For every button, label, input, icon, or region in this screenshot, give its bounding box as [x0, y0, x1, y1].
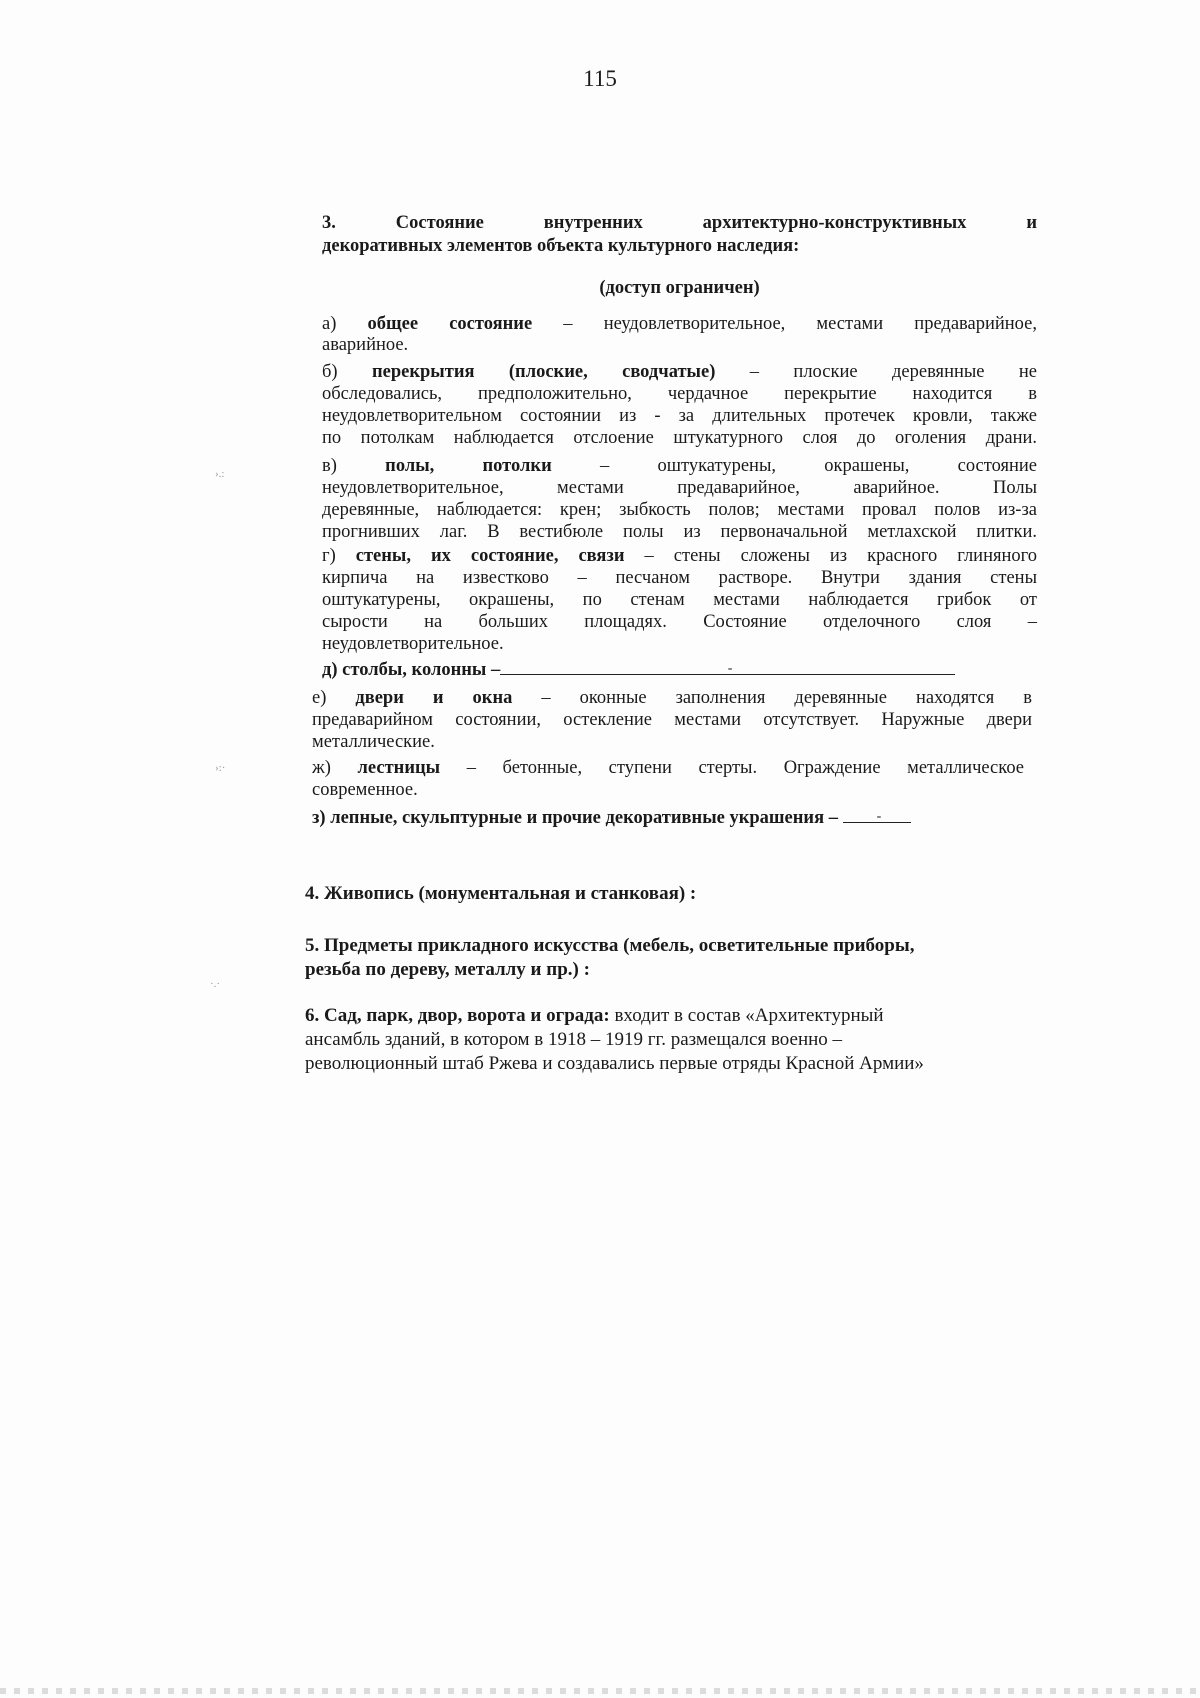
item-b-line3: неудовлетворительном состоянии из - за длительных протечек кровли, также — [322, 406, 1037, 426]
item-text: – стены сложены из красного глиняного — [644, 546, 1038, 566]
item-b-line4: по потолкам наблюдается отслоение штукатурного слоя до оголения драни. — [322, 428, 1037, 448]
item-bold: лестницы — [357, 758, 441, 778]
section3-title-line1 — [322, 213, 1037, 234]
section3-title-word: архитектурно-конструктивных — [702, 213, 967, 233]
item-g-line3: оштукатурены, окрашены, по стенам местами наблюдается грибок от — [322, 590, 1037, 610]
item-g-line5: неудовлетворительное. — [322, 634, 504, 654]
blank-dash: - — [727, 661, 733, 676]
item-e-line1 — [312, 688, 1032, 709]
item-label: в) — [322, 456, 337, 476]
item-v-line1 — [322, 456, 1037, 477]
item-bold: стены, их состояние, связи — [355, 546, 625, 566]
item-e-line3: металлические. — [312, 732, 435, 752]
scan-artifact: ·.· — [210, 978, 221, 990]
item-a-line2: аварийное. — [322, 335, 409, 355]
section5-heading-line1: 5. Предметы прикладного искусства (мебель, осветительные приборы, — [305, 935, 915, 956]
section3-title-line2: декоративных элементов объекта культурного наследия: — [322, 236, 800, 256]
item-label: б) — [322, 362, 338, 382]
item-g-line1 — [322, 546, 1037, 567]
blank-dash: - — [876, 809, 882, 824]
section3-title-word: 3. — [322, 213, 336, 233]
item-bold: перекрытия (плоские, сводчатые) — [371, 362, 716, 382]
item-label: е) — [312, 688, 327, 708]
section3-title-word: внутренних — [543, 213, 643, 233]
item-v-line3: деревянные, наблюдается: крен; зыбкость полов; местами провал полов из-за — [322, 500, 1037, 520]
item-bold: полы, потолки — [385, 456, 552, 476]
item-g-line2: кирпича на известково – песчаном растворе. Внутри здания стены — [322, 568, 1037, 588]
item-label: ж) — [312, 758, 331, 778]
section3-access-note: (доступ ограничен) — [599, 278, 760, 298]
section4-heading: 4. Живопись (монументальная и станковая) : — [305, 883, 697, 904]
item-z-line — [312, 808, 1032, 829]
section6-line1 — [305, 1004, 1025, 1027]
blank-line — [843, 808, 911, 823]
item-label: а) — [322, 314, 337, 334]
item-text: – бетонные, ступени стерты. Ограждение металлическое — [466, 758, 1025, 778]
item-e-line2: предаварийном состоянии, остекление местами отсутствует. Наружные двери — [312, 710, 1032, 730]
section6-text: входит в состав «Архитектурный — [614, 1005, 884, 1026]
section5-heading-line2: резьба по дереву, металлу и пр.) : — [305, 959, 590, 980]
section3-title-word: и — [1026, 213, 1037, 233]
item-bold: двери и окна — [355, 688, 513, 708]
item-text: – оштукатурены, окрашены, состояние — [599, 456, 1038, 476]
section6-bold: 6. Сад, парк, двор, ворота и ограда: — [305, 1005, 610, 1026]
item-a-line1 — [322, 314, 1037, 335]
item-g-line4: сырости на больших площадях. Состояние отделочного слоя – — [322, 612, 1037, 632]
item-zh-line2: современное. — [312, 780, 418, 800]
item-v-line4: прогнивших лаг. В вестибюле полы из первоначальной метлахской плитки. — [322, 522, 1037, 542]
item-b-line2: обследовались, предположительно, чердачное перекрытие находится в — [322, 384, 1037, 404]
section6-line3: революционный штаб Ржева и создавались первые отряды Красной Армии» — [305, 1053, 924, 1074]
page-number: 115 — [583, 66, 617, 91]
item-d-line — [322, 660, 1037, 681]
item-v-line2: неудовлетворительное, местами предаварийное, аварийное. Полы — [322, 478, 1037, 498]
scan-artifact: ›.: — [215, 468, 225, 480]
item-text: – плоские деревянные не — [749, 362, 1038, 382]
blank-line — [500, 660, 955, 675]
item-text: – неудовлетворительное, местами предаварийное, — [563, 314, 1037, 334]
item-label: г) — [322, 546, 336, 566]
item-bold: з) лепные, скульптурные и прочие декоративные украшения – — [312, 808, 838, 828]
section6-line2: ансамбль зданий, в котором в 1918 – 1919 гг. размещался военно – — [305, 1029, 843, 1050]
item-bold: общее состояние — [367, 314, 533, 334]
item-b-line1 — [322, 362, 1037, 383]
scan-edge — [0, 1688, 1200, 1694]
item-zh-line1 — [312, 758, 1024, 779]
scan-artifact: ›:· — [215, 762, 226, 774]
item-bold: д) столбы, колонны – — [322, 660, 501, 680]
section3-title-word: Состояние — [395, 213, 484, 233]
item-text: – оконные заполнения деревянные находятся в — [541, 688, 1032, 708]
